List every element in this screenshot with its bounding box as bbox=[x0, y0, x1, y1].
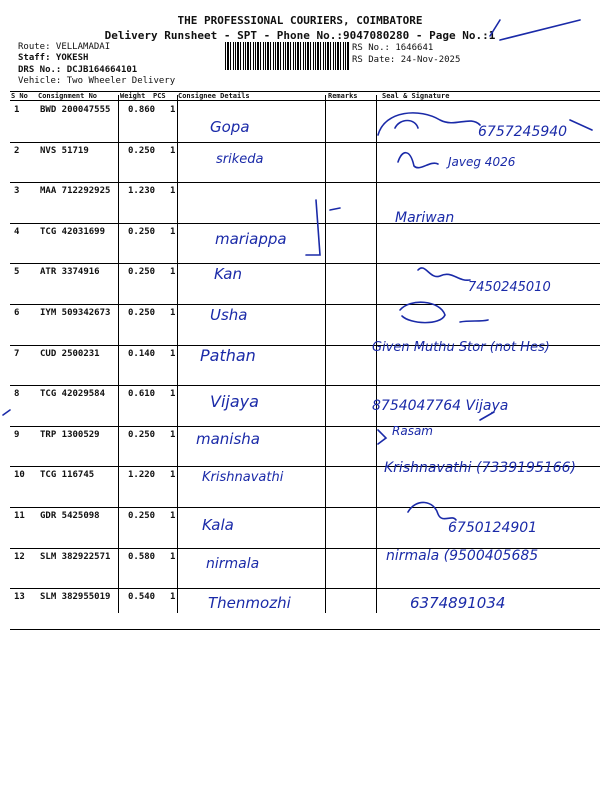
signature-handwriting: Mariwan bbox=[395, 210, 455, 226]
signature-handwriting: Krishnavathi (7339195166) bbox=[384, 460, 577, 476]
row-divider bbox=[10, 263, 600, 264]
cell-pcs: 1 bbox=[170, 308, 176, 318]
cell-consignment: BWD 200047555 bbox=[40, 105, 111, 115]
cell-weight: 0.250 bbox=[128, 226, 156, 237]
cell-pcs: 1 bbox=[170, 429, 176, 440]
signature-handwriting: Given Muthu Stor (not Hes) bbox=[372, 340, 550, 355]
signature-handwriting: 8754047764 Vijaya bbox=[372, 398, 509, 414]
cell-sno: 8 bbox=[14, 389, 20, 400]
cell-consignment: MAA 712292925 bbox=[40, 186, 111, 197]
signature-handwriting: 6757245940 bbox=[478, 124, 568, 140]
signature-handwriting: 6374891034 bbox=[410, 594, 506, 612]
vehicle-label: Vehicle: Two Wheeler Delivery bbox=[18, 76, 176, 86]
signature-handwriting: 7450245010 bbox=[468, 280, 551, 295]
cell-weight: 1.230 bbox=[128, 186, 156, 197]
cell-sno: 3 bbox=[14, 186, 20, 197]
cell-weight: 0.540 bbox=[128, 592, 156, 603]
cell-sno: 4 bbox=[14, 226, 20, 237]
col-sno: S No bbox=[11, 92, 28, 100]
cell-pcs: 1 bbox=[170, 145, 176, 156]
row-divider bbox=[10, 385, 600, 386]
cell-consignment: ATR 3374916 bbox=[40, 267, 100, 278]
col-remarks: Remarks bbox=[328, 92, 358, 100]
cell-consignment: TRP 1300529 bbox=[40, 429, 100, 440]
consignee-handwriting: mariappa bbox=[215, 230, 287, 248]
consignee-handwriting: Pathan bbox=[200, 346, 256, 365]
consignee-handwriting: nirmala bbox=[206, 556, 260, 572]
col-seal: Seal & Signature bbox=[382, 92, 450, 100]
signature-handwriting: 6750124901 bbox=[448, 520, 538, 536]
cell-sno: 10 bbox=[14, 470, 25, 481]
cell-pcs: 1 bbox=[170, 511, 176, 521]
cell-sno: 7 bbox=[14, 348, 20, 359]
consignee-handwriting: Kala bbox=[202, 516, 234, 534]
cell-consignment: SLM 382955019 bbox=[40, 592, 111, 603]
col-consignment: Consignment No bbox=[38, 92, 98, 100]
rs-date: RS Date: 24-Nov-2025 bbox=[352, 55, 461, 65]
staff-label: Staff: YOKESH bbox=[18, 53, 89, 63]
consignee-handwriting: Gopa bbox=[210, 118, 250, 136]
col-weight: Weight bbox=[120, 92, 146, 100]
cell-consignment: TCG 42029584 bbox=[40, 389, 106, 400]
cell-pcs: 1 bbox=[170, 105, 176, 115]
consignee-handwriting: Usha bbox=[210, 306, 248, 324]
signature-handwriting: Javeg 4026 bbox=[448, 155, 516, 169]
barcode bbox=[225, 42, 349, 70]
col-divider bbox=[177, 95, 178, 613]
cell-consignment: SLM 382922571 bbox=[40, 551, 111, 562]
cell-weight: 0.140 bbox=[128, 348, 156, 359]
consignee-handwriting: Thenmozhi bbox=[208, 594, 291, 612]
signature-handwriting: nirmala (9500405685 bbox=[386, 548, 539, 564]
cell-sno: 2 bbox=[14, 145, 20, 156]
row-divider bbox=[10, 426, 600, 427]
cell-weight: 0.610 bbox=[128, 389, 156, 400]
cell-weight: 0.250 bbox=[128, 145, 156, 156]
cell-sno: 13 bbox=[14, 592, 25, 603]
company-title: THE PROFESSIONAL COURIERS, COIMBATORE bbox=[177, 14, 423, 27]
cell-sno: 12 bbox=[14, 551, 25, 562]
cell-consignment: GDR 5425098 bbox=[40, 511, 100, 521]
cell-pcs: 1 bbox=[170, 592, 176, 603]
col-divider bbox=[325, 95, 326, 613]
signature-handwriting: Rasam bbox=[392, 424, 433, 438]
consignee-handwriting: Krishnavathi bbox=[202, 470, 284, 485]
cell-consignment: TCG 116745 bbox=[40, 470, 95, 481]
cell-weight: 0.250 bbox=[128, 429, 156, 440]
drs-label: DRS No.: DCJB164664101 bbox=[18, 65, 138, 75]
rs-number: RS No.: 1646641 bbox=[352, 43, 434, 53]
row-divider bbox=[10, 304, 600, 305]
route-label: Route: VELLAMADAI bbox=[18, 42, 111, 52]
row-divider bbox=[10, 507, 600, 508]
consignee-handwriting: manisha bbox=[196, 430, 260, 448]
cell-consignment: TCG 42031699 bbox=[40, 226, 106, 237]
cell-consignment: IYM 509342673 bbox=[40, 308, 111, 318]
cell-sno: 6 bbox=[14, 308, 20, 318]
col-divider bbox=[118, 95, 119, 613]
cell-consignment: CUD 2500231 bbox=[40, 348, 100, 359]
cell-weight: 0.860 bbox=[128, 105, 156, 115]
runsheet-subtitle: Delivery Runsheet - SPT - Phone No.:9047080280 - Page No.:1 bbox=[104, 29, 496, 42]
cell-weight: 0.250 bbox=[128, 511, 156, 521]
row-divider bbox=[10, 223, 600, 224]
col-pcs: PCS bbox=[153, 92, 166, 100]
row-divider bbox=[10, 588, 600, 589]
row-divider bbox=[10, 629, 600, 630]
cell-pcs: 1 bbox=[170, 389, 176, 400]
cell-pcs: 1 bbox=[170, 186, 176, 197]
consignee-handwriting: srikeda bbox=[216, 152, 264, 167]
consignee-handwriting: Kan bbox=[214, 265, 243, 283]
cell-sno: 9 bbox=[14, 429, 20, 440]
cell-pcs: 1 bbox=[170, 551, 176, 562]
cell-consignment: NVS 51719 bbox=[40, 145, 89, 156]
cell-weight: 0.250 bbox=[128, 267, 156, 278]
cell-sno: 5 bbox=[14, 267, 20, 278]
cell-pcs: 1 bbox=[170, 348, 176, 359]
col-consignee: Consignee Details bbox=[178, 92, 250, 100]
row-divider bbox=[10, 142, 600, 143]
cell-pcs: 1 bbox=[170, 226, 176, 237]
cell-pcs: 1 bbox=[170, 470, 176, 481]
cell-weight: 0.250 bbox=[128, 308, 156, 318]
header-top-rule bbox=[10, 91, 600, 92]
cell-sno: 1 bbox=[14, 105, 20, 115]
consignee-handwriting: Vijaya bbox=[210, 392, 259, 411]
cell-weight: 1.220 bbox=[128, 470, 156, 481]
cell-weight: 0.580 bbox=[128, 551, 156, 562]
row-divider bbox=[10, 182, 600, 183]
cell-sno: 11 bbox=[14, 511, 25, 521]
cell-pcs: 1 bbox=[170, 267, 176, 278]
header-bottom-rule bbox=[10, 100, 600, 101]
